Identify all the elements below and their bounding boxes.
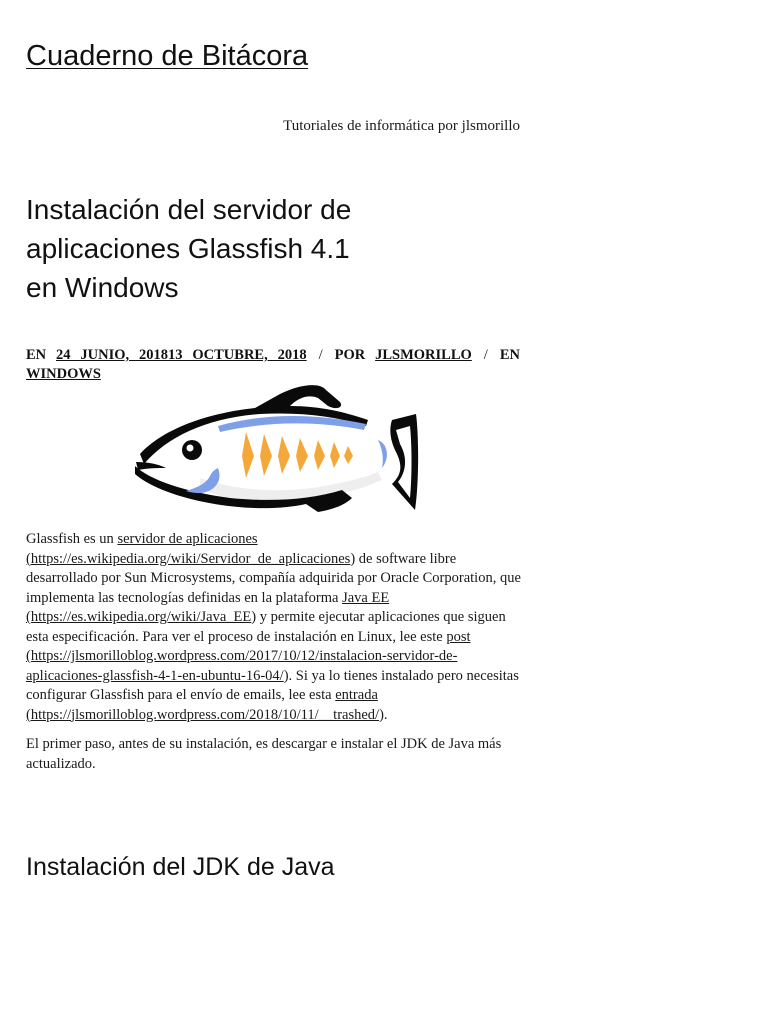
text-fragment: ). Si ya lo tienes instalado pero necesitas configurar Glassfish para el envío de emails, lee esta (26, 667, 519, 703)
text-fragment: Glassfish es un (26, 531, 118, 547)
link-text: entrada (335, 687, 378, 703)
site-description: Tutoriales de informática por jlsmorillo (283, 118, 520, 134)
meta-separator: / (318, 347, 323, 363)
meta-separator-2: / (483, 347, 488, 363)
site-title-link[interactable]: Cuaderno de Bitácora (26, 40, 309, 72)
text-fragment: ) de software libre desarrollado por Sun Microsystems, compañía adquirida por Oracle Corporation, que implementa las tecnologías definidas en la plataforma (26, 550, 521, 606)
link-text: servidor de aplicaciones (117, 531, 258, 547)
entry-title[interactable] (26, 190, 520, 307)
glassfish-fish-icon (130, 380, 422, 520)
text-fragment: ). (379, 706, 388, 723)
content-paragraph-1 (26, 530, 522, 725)
entry-title-line-2: aplicaciones Glassfish 4.1 (26, 233, 350, 264)
updated-date: 13 OCTUBRE, 2018 (168, 347, 307, 363)
published-date: 24 JUNIO, 2018 (56, 347, 169, 363)
entry-title-line-3: en Windows (26, 272, 179, 303)
entry-title-line-1: Instalación del servidor de (26, 194, 352, 225)
meta-on-label: EN (26, 347, 47, 363)
category-link[interactable]: WINDOWS (26, 366, 101, 382)
link-text: post (446, 628, 471, 645)
section-heading-jdk: Instalación del JDK de Java (26, 853, 335, 881)
link-url: (https://es.wikipedia.org/wiki/Servidor_de_aplicaciones (26, 550, 351, 567)
glassfish-fish-logo (130, 380, 422, 520)
author-link[interactable]: JLSMORILLO (375, 347, 472, 363)
content-paragraph-2: El primer paso, antes de su instalación, es descargar e instalar el JDK de Java más actualizado. (26, 736, 502, 772)
meta-in-label: EN (499, 347, 520, 363)
fish-eye-highlight (187, 445, 194, 452)
link-url: (https://jlsmorilloblog.wordpress.com/2017/10/12/instalacion-servidor-de-aplicaciones-glassfish-4-1-en-ubuntu-16-04/ (26, 648, 458, 684)
entry-content (26, 530, 522, 784)
link-url: (https://jlsmorilloblog.wordpress.com/2018/10/11/__trashed/ (26, 706, 380, 723)
entry-meta (26, 346, 520, 384)
text-fragment: ) y permite ejecutar aplicaciones que siguen esta especificación. Para ver el proceso de instalación en Linux, lee este (26, 609, 506, 645)
post-date-link[interactable] (56, 347, 307, 363)
link-java-ee[interactable]: Java EE (https://es.wikipedia.org/wiki/Java_EE (26, 589, 390, 625)
meta-by-label: POR (334, 347, 366, 363)
